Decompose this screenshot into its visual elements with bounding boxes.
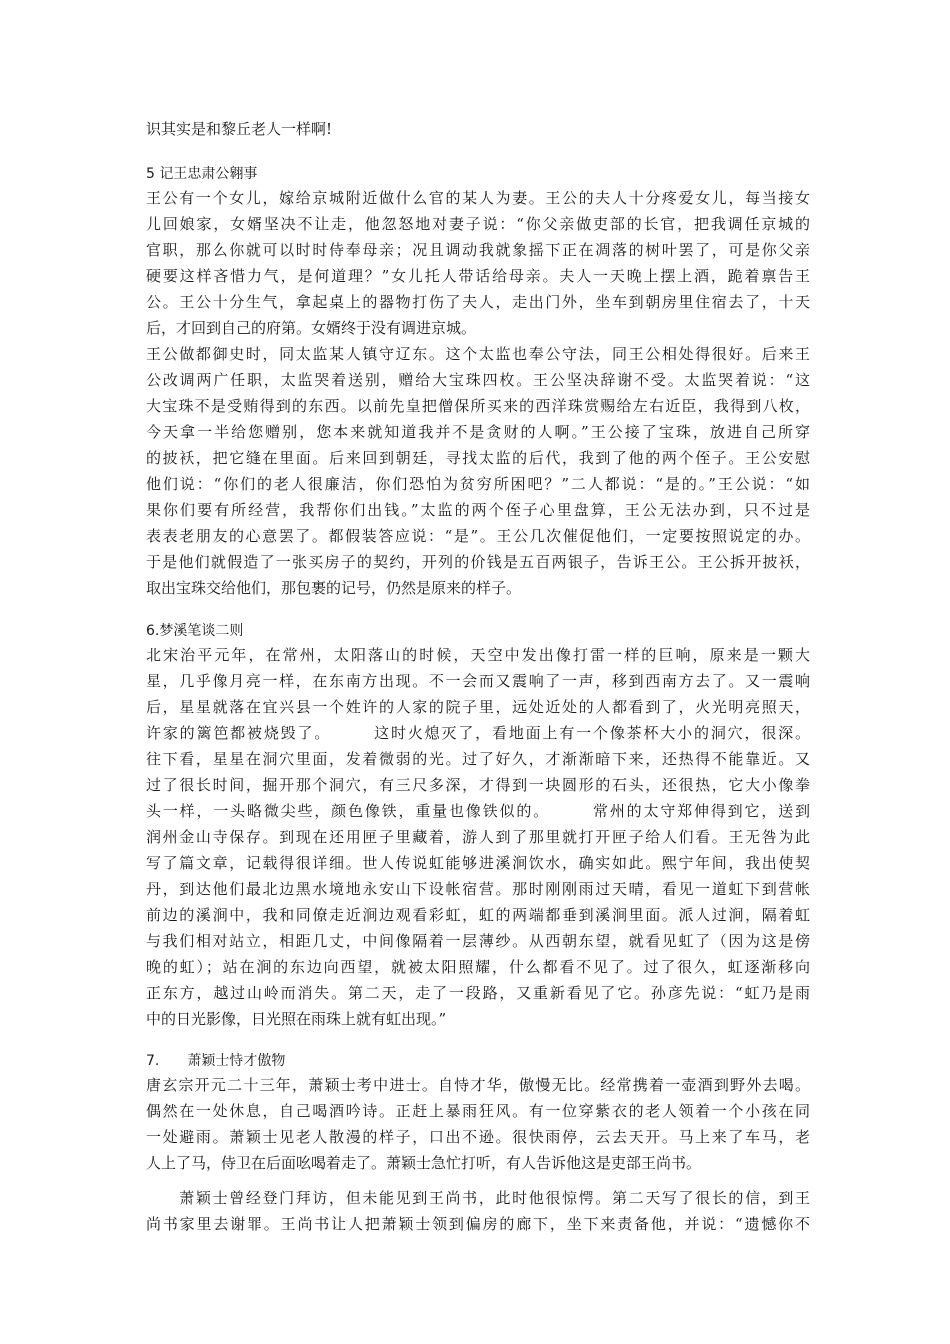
paragraph-line: 许家的篱笆都被烧毁了。 这时火熄灭了，看地面上有一个像茶杯大小的洞穴，很深。 <box>146 724 810 742</box>
paragraph-line: 后，才回到自己的府第。女婿终于没有调进京城。 <box>146 319 477 337</box>
paragraph-line: 过了很长时间，掘开那个洞穴，有三尺多深，才得到一块圆形的石头，还很热，它大小像拳 <box>146 776 810 794</box>
paragraph-line: 果你们要有所经营，我帮你们出钱。”太监的两个侄子心里盘算，王公无法办到，只不过是 <box>146 501 810 519</box>
paragraph-line: 硬要这样吝惜力气，是何道理？”女儿托人带话给母亲。夫人一天晚上摆上酒，跪着禀告王 <box>146 267 810 285</box>
section-7-heading: 7. 萧颖士恃才傲物 <box>146 1053 286 1069</box>
paragraph-line: 往下看，星星在洞穴里面，发着微弱的光。过了好久，才渐渐暗下来，还热得不能靠近。又 <box>146 750 810 768</box>
paragraph-line: 一处避雨。萧颖士见老人散漫的样子，口出不逊。很快雨停，云去天开。马上来了车马，老 <box>146 1128 810 1146</box>
section-5-heading: 5 记王忠肃公翱事 <box>146 166 258 182</box>
paragraph-line: 萧颖士曾经登门拜访，但未能见到王尚书，此时他很惊愕。第二天写了很长的信，到王 <box>146 1189 810 1207</box>
paragraph-line: 与我们相对站立，相距几丈，中间像隔着一层薄纱。从西朝东望，就看见虹了（因为这是傍 <box>146 932 810 950</box>
paragraph-line: 前边的溪涧中，我和同僚走近涧边观看彩虹，虹的两端都垂到溪涧里面。派人过涧，隔着虹 <box>146 906 810 924</box>
section-6-heading: 6.梦溪笔谈二则 <box>146 623 244 639</box>
paragraph-line: 写了篇文章，记载得很详细。世人传说虹能够进溪涧饮水，确实如此。熙宁年间，我出使契 <box>146 854 810 872</box>
paragraph-line: 润州金山寺保存。到现在还用匣子里藏着，游人到了那里就打开匣子给人们看。王无咎为此 <box>146 828 810 846</box>
paragraph-line: 北宋治平元年，在常州，太阳落山的时候，天空中发出像打雷一样的巨响，原来是一颗大 <box>146 646 810 664</box>
paragraph-line: 晚的虹）；站在涧的东边向西望，就被太阳照耀，什么都看不见了。过了很久，虹逐渐移向 <box>146 958 810 976</box>
paragraph-line: 头一样，一头略微尖些，颜色像铁，重量也像铁似的。 常州的太守郑伸得到它，送到 <box>146 802 810 820</box>
paragraph-line: 正东方，越过山岭而消失。第二天，走了一段路，又重新看见了它。孙彦先说：“虹乃是雨 <box>146 984 810 1002</box>
paragraph-line: 星，几乎像月亮一样，在东南方出现。不一会而又震响了一声，移到西南方去了。又一震响 <box>146 672 810 690</box>
paragraph-line: 的披袄，把它缝在里面。后来回到朝廷，寻找太监的后代，我到了他的两个侄子。王公安慰 <box>146 449 810 467</box>
paragraph-line: 王公有一个女儿，嫁给京城附近做什么官的某人为妻。王公的夫人十分疼爱女儿，每当接女 <box>146 189 810 207</box>
paragraph-line: 公改调两广任职，太监哭着送别，赠给大宝珠四枚。王公坚决辞谢不受。太监哭着说：“这 <box>146 371 810 389</box>
paragraph-line: 于是他们就假造了一张买房子的契约，开列的价钱是五百两银子，告诉王公。王公拆开披袄， <box>146 553 810 571</box>
paragraph-line: 中的日光影像，日光照在雨珠上就有虹出现。” <box>146 1010 447 1028</box>
paragraph-line: 大宝珠不是受贿得到的东西。以前先皇把僧保所买来的西洋珠赏赐给左右近臣，我得到八枚， <box>146 397 810 415</box>
paragraph-line: 尚书家里去谢罪。王尚书让人把萧颖士领到偏房的廊下，坐下来责备他，并说：“遗憾你不 <box>146 1215 810 1233</box>
paragraph-line: 公。王公十分生气，拿起桌上的器物打伤了夫人，走出门外，坐车到朝房里住宿去了，十天 <box>146 293 810 311</box>
paragraph-line: 表表老朋友的心意罢了。都假装答应说：“是”。王公几次催促他们，一定要按照说定的办。 <box>146 527 810 545</box>
paragraph-line: 他们说：“你们的老人很廉洁，你们恐怕为贫穷所困吧？”二人都说：“是的。”王公说：“如 <box>146 475 810 493</box>
paragraph-line: 唐玄宗开元二十三年，萧颖士考中进士。自恃才华，傲慢无比。经常携着一壶酒到野外去喝。 <box>146 1076 810 1094</box>
paragraph-line: 王公做都御史时，同太监某人镇守辽东。这个太监也奉公守法，同王公相处得很好。后来王 <box>146 345 810 363</box>
paragraph-line: 取出宝珠交给他们，那包裹的记号，仍然是原来的样子。 <box>146 579 522 597</box>
paragraph-line: 后，星星就落在宜兴县一个姓许的人家的院子里，远处近处的人都看到了，火光明亮照天， <box>146 698 810 716</box>
paragraph-line: 官职，那么你就可以时时侍奉母亲；况且调动我就象摇下正在凋落的树叶罢了，可是你父亲 <box>146 241 810 259</box>
paragraph-line: 儿回娘家，女婿坚决不让走，他忽怒地对妻子说：“你父亲做吏部的长官，把我调任京城的 <box>146 215 810 233</box>
intro-tail-line: 识其实是和黎丘老人一样啊! <box>146 120 333 138</box>
paragraph-line: 人上了马，侍卫在后面吆喝着走了。萧颖士急忙打听，有人告诉他这是吏部王尚书。 <box>146 1154 702 1172</box>
paragraph-line: 今天拿一半给您赠别，您本来就知道我并不是贪财的人啊。”王公接了宝珠，放进自己所穿 <box>146 423 810 441</box>
paragraph-line: 偶然在一处休息，自己喝酒吟诗。正赶上暴雨狂风。有一位穿紫衣的老人领着一个小孩在同 <box>146 1102 810 1120</box>
paragraph-line: 丹，到达他们最北边黑水境地永安山下设帐宿营。那时刚刚雨过天晴，看见一道虹下到营帐 <box>146 880 810 898</box>
